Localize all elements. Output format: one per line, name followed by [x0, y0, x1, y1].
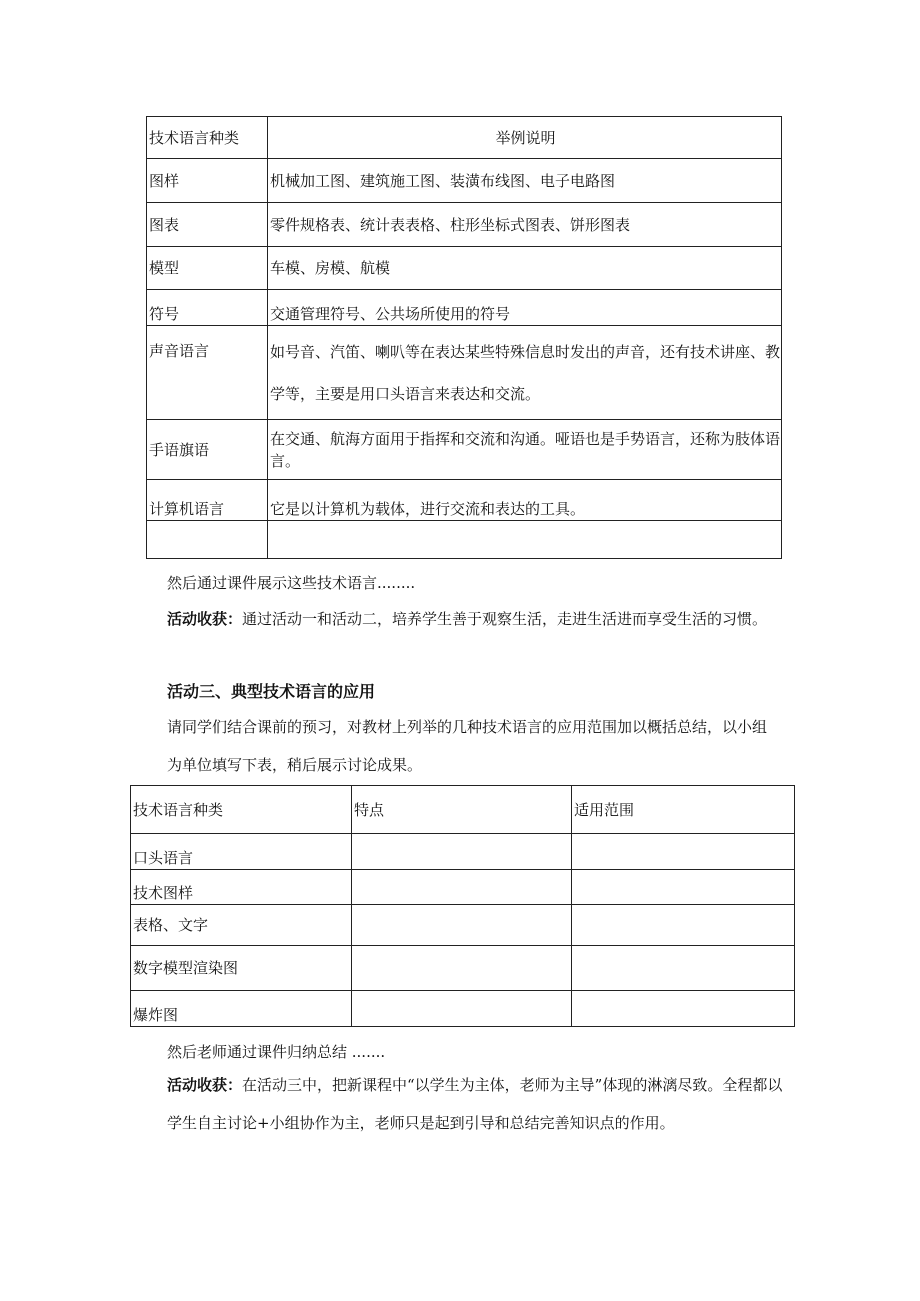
example-cell: 它是以计算机为载体，进行交流和表达的工具。	[268, 480, 782, 521]
activity-three-intro: 请同学们结合课前的预习，对教材上列举的几种技术语言的应用范围加以概括总结，以小组为单位填写下表，稍后展示讨论成果。	[167, 718, 768, 774]
example-cell: 零件规格表、统计表表格、柱形坐标式图表、饼形图表	[268, 203, 782, 247]
harvest-label: 活动收获：	[167, 1076, 243, 1094]
harvest-text: 在活动三中，把新课程中“以学生为主体，老师为主导”体现的淋漓尽致。全程都以学生自主讨论+小组协作为主，老师只是起到引导和总结完善知识点的作用。	[167, 1076, 783, 1132]
scope-cell	[572, 834, 795, 870]
example-cell: 车模、房模、航模	[268, 247, 782, 290]
table-row	[147, 159, 782, 203]
example-cell	[268, 521, 782, 559]
type-cell	[147, 521, 268, 559]
table-header-row	[131, 786, 795, 834]
table-row	[147, 247, 782, 290]
table-row	[147, 420, 782, 480]
harvest-label: 活动收获：	[167, 610, 243, 628]
example-cell: 交通管理符号、公共场所使用的符号	[268, 290, 782, 326]
feature-cell	[352, 991, 572, 1027]
type-cell: 爆炸图	[131, 991, 352, 1027]
table-row	[147, 521, 782, 559]
type-cell: 计算机语言	[147, 480, 268, 521]
feature-cell	[352, 905, 572, 946]
scope-cell	[572, 870, 795, 905]
course-display-text: 然后通过课件展示这些技术语言........	[167, 574, 416, 592]
type-cell: 手语旗语	[147, 420, 268, 480]
activity-three-title: 活动三、典型技术语言的应用	[167, 682, 376, 701]
table-row	[131, 834, 795, 870]
type-cell: 符号	[147, 290, 268, 326]
type-cell: 模型	[147, 247, 268, 290]
header-cell: 技术语言种类	[131, 786, 352, 834]
type-cell: 图表	[147, 203, 268, 247]
harvest-text: 通过活动一和活动二，培养学生善于观察生活，走进生活进而享受生活的习惯。	[242, 610, 768, 628]
table-row	[131, 870, 795, 905]
course-summary-text: 然后老师通过课件归纳总结 .......	[167, 1043, 386, 1061]
scope-cell	[572, 991, 795, 1027]
example-cell: 在交通、航海方面用于指挥和交流和沟通。哑语也是手势语言，还称为肢体语言。	[268, 420, 782, 480]
table-row	[131, 946, 795, 991]
scope-cell	[572, 946, 795, 991]
type-cell: 口头语言	[131, 834, 352, 870]
table-row	[147, 480, 782, 521]
type-cell: 技术图样	[131, 870, 352, 905]
activity-harvest-1	[167, 600, 787, 638]
scope-cell	[572, 905, 795, 946]
header-cell: 特点	[352, 786, 572, 834]
type-cell: 表格、文字	[131, 905, 352, 946]
table-row	[147, 326, 782, 420]
type-cell: 数字模型渲染图	[131, 946, 352, 991]
example-cell: 如号音、汽笛、喇叭等在表达某些特殊信息时发出的声音，还有技术讲座、教学等，主要是用口头语言来表达和交流。	[268, 326, 782, 420]
feature-cell	[352, 834, 572, 870]
type-cell: 声音语言	[147, 326, 268, 420]
table-header-row	[147, 117, 782, 159]
table-row	[131, 991, 795, 1027]
table-row	[147, 290, 782, 326]
tech-language-application-table	[130, 785, 795, 1027]
header-cell: 适用范围	[572, 786, 795, 834]
table-row	[131, 905, 795, 946]
table-row	[147, 203, 782, 247]
example-cell: 机械加工图、建筑施工图、装潢布线图、电子电路图	[268, 159, 782, 203]
header-cell: 举例说明	[268, 117, 782, 159]
feature-cell	[352, 946, 572, 991]
feature-cell	[352, 870, 572, 905]
activity-harvest-2	[167, 1066, 787, 1142]
header-cell: 技术语言种类	[147, 117, 268, 159]
type-cell: 图样	[147, 159, 268, 203]
tech-language-examples-table	[146, 116, 782, 559]
